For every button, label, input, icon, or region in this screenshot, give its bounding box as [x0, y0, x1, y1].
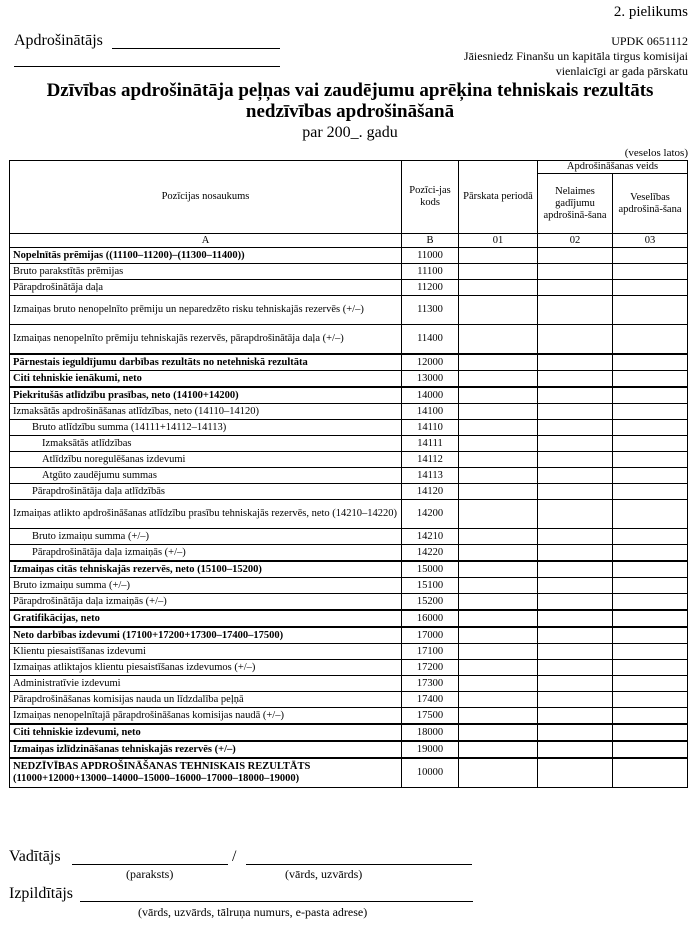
- row-label: Pārnestais ieguldījumu darbības rezultāts no netehniskā rezultāta: [13, 356, 308, 368]
- row-code: 11300: [402, 296, 459, 325]
- row-name: [10, 644, 402, 660]
- row-code: 14100: [402, 404, 459, 420]
- row-label: Atlīdzību noregulēšanas izdevumi: [42, 453, 186, 465]
- value-accident-cell[interactable]: [538, 280, 613, 296]
- value-period-cell[interactable]: [459, 594, 538, 611]
- row-label: Izmaiņas bruto nenopelnīto prēmiju un neparedzēto risku tehniskajās rezervēs (+/–): [13, 304, 364, 315]
- col-index-a: A: [10, 234, 402, 248]
- row-name: [10, 500, 402, 529]
- row-label: Pārapdrošinātāja daļa izmaiņās (+/–): [32, 546, 186, 558]
- value-accident-cell[interactable]: [538, 484, 613, 500]
- value-accident-cell[interactable]: [538, 545, 613, 562]
- table-row: [10, 561, 688, 578]
- row-label: Pārapdrošinātāja daļa izmaiņās (+/–): [13, 595, 167, 607]
- page-title: [0, 80, 700, 122]
- row-name: [10, 529, 402, 545]
- col-header-period: Pārskata periodā: [459, 161, 538, 234]
- value-accident-cell[interactable]: [538, 500, 613, 529]
- row-code: 12000: [402, 354, 459, 371]
- value-accident-cell[interactable]: [538, 758, 613, 788]
- value-accident-cell[interactable]: [538, 578, 613, 594]
- row-label: Izmaksātās apdrošināšanas atlīdzības, neto (14110–14120): [13, 405, 260, 417]
- table-row: [10, 436, 688, 452]
- value-accident-cell[interactable]: [538, 452, 613, 468]
- row-label: Izmaiņas nenopelnītajā pārapdrošināšanas komisijas naudā (+/–): [13, 709, 284, 721]
- row-code: 17000: [402, 627, 459, 644]
- value-accident-cell[interactable]: [538, 644, 613, 660]
- row-code: 14112: [402, 452, 459, 468]
- head-label: Vadītājs: [9, 848, 61, 865]
- title-line1: Dzīvības apdrošinātāja peļņas vai zaudējumu aprēķina tehniskais rezultāts: [46, 80, 654, 101]
- value-period-cell[interactable]: [459, 660, 538, 676]
- value-health-cell[interactable]: [613, 561, 688, 578]
- row-label: Izmaiņas citās tehniskajās rezervēs, neto (15100–15200): [13, 563, 262, 575]
- report-period: par 200_. gadu: [302, 124, 398, 141]
- value-health-cell[interactable]: [613, 468, 688, 484]
- row-name: [10, 676, 402, 692]
- value-health-cell[interactable]: [613, 644, 688, 660]
- value-health-cell[interactable]: [613, 325, 688, 355]
- executor-caption: (vārds, uzvārds, tālruņa numurs, e-pasta adrese): [138, 905, 368, 919]
- row-code: 14111: [402, 436, 459, 452]
- value-period-cell[interactable]: [459, 436, 538, 452]
- row-code: 13000: [402, 371, 459, 388]
- row-label: Piekritušās atlīdzību prasības, neto (14100+14200): [13, 389, 239, 401]
- row-label: NEDZĪVĪBAS APDROŠINĀŠANAS TEHNISKAIS REZULTĀTS: [13, 761, 311, 772]
- value-period-cell[interactable]: [459, 264, 538, 280]
- value-period-cell[interactable]: [459, 708, 538, 725]
- row-code: 14210: [402, 529, 459, 545]
- value-health-cell[interactable]: [613, 627, 688, 644]
- row-label: Bruto izmaiņu summa (+/–): [32, 530, 150, 542]
- value-health-cell[interactable]: [613, 296, 688, 325]
- table-row: [10, 280, 688, 296]
- table-row: [10, 708, 688, 725]
- value-accident-cell[interactable]: [538, 468, 613, 484]
- value-health-cell[interactable]: [613, 404, 688, 420]
- row-label: Pārapdrošinātāja daļa atlīdzībās: [32, 485, 165, 497]
- row-code: 11200: [402, 280, 459, 296]
- value-period-cell[interactable]: [459, 420, 538, 436]
- row-label: Nopelnītās prēmijas ((11100–11200)–(11300–11400)): [13, 249, 245, 261]
- row-name: [10, 561, 402, 578]
- value-accident-cell[interactable]: [538, 594, 613, 611]
- row-label: Izmaksātās atlīdzības: [42, 437, 132, 449]
- value-period-cell[interactable]: [459, 484, 538, 500]
- table-row: [10, 741, 688, 758]
- row-code: 15100: [402, 578, 459, 594]
- value-accident-cell[interactable]: [538, 676, 613, 692]
- col-index-02: 02: [538, 234, 613, 248]
- signature-caption: (paraksts): [126, 867, 174, 881]
- table-row: [10, 371, 688, 388]
- table-row: [10, 484, 688, 500]
- value-period-cell[interactable]: [459, 676, 538, 692]
- table-row: [10, 387, 688, 404]
- value-period-cell[interactable]: [459, 387, 538, 404]
- value-health-cell[interactable]: [613, 484, 688, 500]
- value-health-cell[interactable]: [613, 354, 688, 371]
- value-accident-cell[interactable]: [538, 325, 613, 355]
- value-health-cell[interactable]: [613, 758, 688, 788]
- table-row: [10, 529, 688, 545]
- value-period-cell[interactable]: [459, 371, 538, 388]
- row-code: 14220: [402, 545, 459, 562]
- row-label: Atgūto zaudējumu summas: [42, 469, 157, 481]
- table-row: [10, 248, 688, 264]
- value-period-cell[interactable]: [459, 296, 538, 325]
- row-code: 17200: [402, 660, 459, 676]
- row-name: [10, 420, 402, 436]
- value-period-cell[interactable]: [459, 500, 538, 529]
- title-line2: nedzīvības apdrošināšanā: [245, 101, 455, 122]
- value-period-cell[interactable]: [459, 758, 538, 788]
- value-accident-cell[interactable]: [538, 371, 613, 388]
- row-name: [10, 354, 402, 371]
- head-name-line[interactable]: [246, 864, 472, 865]
- executor-line[interactable]: [80, 901, 473, 902]
- value-accident-cell[interactable]: [538, 296, 613, 325]
- row-code: 17100: [402, 644, 459, 660]
- value-period-cell[interactable]: [459, 545, 538, 562]
- value-health-cell[interactable]: [613, 387, 688, 404]
- value-accident-cell[interactable]: [538, 724, 613, 741]
- row-name: [10, 708, 402, 725]
- row-formula: (11000+12000+13000–14000–15000–16000–17000–18000–19000): [13, 773, 300, 784]
- row-code: 11100: [402, 264, 459, 280]
- value-period-cell[interactable]: [459, 692, 538, 708]
- col-header-insurance-type: Apdrošināšanas veids: [538, 161, 688, 174]
- head-signature-line[interactable]: [72, 864, 228, 865]
- row-name: [10, 741, 402, 758]
- units-note: (veselos latos): [624, 147, 688, 159]
- value-accident-cell[interactable]: [538, 436, 613, 452]
- value-period-cell[interactable]: [459, 741, 538, 758]
- insurer-name-line[interactable]: [112, 48, 280, 49]
- value-period-cell[interactable]: [459, 627, 538, 644]
- report-table: [9, 160, 688, 788]
- value-health-cell[interactable]: [613, 545, 688, 562]
- value-health-cell[interactable]: [613, 280, 688, 296]
- table-row: [10, 452, 688, 468]
- row-name: [10, 280, 402, 296]
- value-period-cell[interactable]: [459, 529, 538, 545]
- col-header-name: Pozīcijas nosaukums: [10, 161, 402, 234]
- value-health-cell[interactable]: [613, 248, 688, 264]
- row-code: 14000: [402, 387, 459, 404]
- slash-separator: /: [232, 848, 237, 865]
- submit-note-line2: vienlaicīgi ar gada pārskatu: [555, 64, 688, 78]
- table-row: [10, 627, 688, 644]
- annex-number: 2. pielikums: [613, 4, 688, 20]
- updk-code-block: [464, 34, 688, 79]
- value-health-cell[interactable]: [613, 500, 688, 529]
- value-period-cell[interactable]: [459, 644, 538, 660]
- value-period-cell[interactable]: [459, 724, 538, 741]
- table-row: [10, 724, 688, 741]
- table-row: [10, 404, 688, 420]
- value-period-cell[interactable]: [459, 325, 538, 355]
- row-label: Gratifikācijas, neto: [13, 612, 100, 624]
- table-row: [10, 354, 688, 371]
- value-period-cell[interactable]: [459, 248, 538, 264]
- row-label: Bruto izmaiņu summa (+/–): [13, 579, 131, 591]
- table-row: [10, 660, 688, 676]
- row-name: [10, 758, 402, 788]
- row-label: Klientu piesaistīšanas izdevumi: [13, 645, 146, 657]
- insurer-name-line-2[interactable]: [14, 66, 280, 67]
- value-health-cell[interactable]: [613, 594, 688, 611]
- value-health-cell[interactable]: [613, 741, 688, 758]
- value-health-cell[interactable]: [613, 610, 688, 627]
- row-label: Izmaiņas atlikto apdrošināšanas atlīdzību prasību tehniskajās rezervēs, neto (14210–14220): [13, 508, 398, 519]
- value-accident-cell[interactable]: [538, 741, 613, 758]
- value-period-cell[interactable]: [459, 468, 538, 484]
- value-health-cell[interactable]: [613, 692, 688, 708]
- row-name: [10, 325, 402, 355]
- row-name: [10, 692, 402, 708]
- value-health-cell[interactable]: [613, 436, 688, 452]
- table-row: [10, 692, 688, 708]
- submit-note-line1: Jāiesniedz Finanšu un kapitāla tirgus komisijai: [463, 49, 688, 63]
- row-name: [10, 724, 402, 741]
- table-row: [10, 500, 688, 529]
- row-code: 14110: [402, 420, 459, 436]
- value-health-cell[interactable]: [613, 676, 688, 692]
- value-accident-cell[interactable]: [538, 692, 613, 708]
- table-row: [10, 545, 688, 562]
- row-name: [10, 371, 402, 388]
- row-label: Izmaiņas izlīdzināšanas tehniskajās rezervēs (+/–): [13, 743, 236, 755]
- value-accident-cell[interactable]: [538, 248, 613, 264]
- row-code: 18000: [402, 724, 459, 741]
- table-row: [10, 610, 688, 627]
- col-header-accident: Nelaimes gadījumu apdrošinā-šana: [538, 174, 613, 234]
- value-health-cell[interactable]: [613, 371, 688, 388]
- value-accident-cell[interactable]: [538, 387, 613, 404]
- row-code: 10000: [402, 758, 459, 788]
- row-code: 14120: [402, 484, 459, 500]
- value-period-cell[interactable]: [459, 561, 538, 578]
- value-health-cell[interactable]: [613, 452, 688, 468]
- insurer-label: Apdrošinātājs: [14, 32, 103, 49]
- value-health-cell[interactable]: [613, 529, 688, 545]
- row-label: Izmaiņas atliktajos klientu piesaistīšanas izdevumos (+/–): [13, 661, 256, 673]
- value-health-cell[interactable]: [613, 708, 688, 725]
- value-period-cell[interactable]: [459, 354, 538, 371]
- row-label: Bruto parakstītās prēmijas: [13, 265, 124, 277]
- row-name: [10, 578, 402, 594]
- row-name: [10, 264, 402, 280]
- table-row: [10, 264, 688, 280]
- row-code: 14200: [402, 500, 459, 529]
- table-row: [10, 676, 688, 692]
- name-caption: (vārds, uzvārds): [285, 867, 363, 881]
- value-accident-cell[interactable]: [538, 529, 613, 545]
- row-name: [10, 484, 402, 500]
- value-accident-cell[interactable]: [538, 660, 613, 676]
- table-row: [10, 468, 688, 484]
- row-name: [10, 452, 402, 468]
- row-code: 14113: [402, 468, 459, 484]
- row-code: 19000: [402, 741, 459, 758]
- row-label: Bruto atlīdzību summa (14111+14112–14113): [32, 421, 227, 433]
- row-code: 15200: [402, 594, 459, 611]
- value-accident-cell[interactable]: [538, 404, 613, 420]
- table-row: [10, 578, 688, 594]
- executor-label: Izpildītājs: [9, 885, 73, 902]
- col-index-01: 01: [459, 234, 538, 248]
- row-code: 17400: [402, 692, 459, 708]
- col-index-03: 03: [613, 234, 688, 248]
- table-body: [10, 248, 688, 788]
- row-name: [10, 436, 402, 452]
- value-period-cell[interactable]: [459, 452, 538, 468]
- value-period-cell[interactable]: [459, 578, 538, 594]
- value-accident-cell[interactable]: [538, 561, 613, 578]
- table-row: [10, 296, 688, 325]
- row-label: Citi tehniskie izdevumi, neto: [13, 726, 141, 738]
- row-code: 11400: [402, 325, 459, 355]
- value-accident-cell[interactable]: [538, 708, 613, 725]
- row-name: [10, 468, 402, 484]
- row-label: Pārapdrošinātāja daļa: [13, 281, 104, 293]
- value-health-cell[interactable]: [613, 578, 688, 594]
- row-label: Izmaiņas nenopelnīto prēmiju tehniskajās rezervēs, pārapdrošinātāja daļa (+/–): [13, 333, 344, 344]
- value-period-cell[interactable]: [459, 280, 538, 296]
- value-accident-cell[interactable]: [538, 627, 613, 644]
- value-accident-cell[interactable]: [538, 420, 613, 436]
- value-period-cell[interactable]: [459, 404, 538, 420]
- value-health-cell[interactable]: [613, 660, 688, 676]
- value-accident-cell[interactable]: [538, 354, 613, 371]
- row-name: [10, 387, 402, 404]
- value-health-cell[interactable]: [613, 264, 688, 280]
- row-name: [10, 404, 402, 420]
- row-label: Pārapdrošināšanas komisijas nauda un līdzdalība peļņā: [13, 693, 244, 705]
- row-name: [10, 248, 402, 264]
- col-index-b: B: [402, 234, 459, 248]
- row-label: Administratīvie izdevumi: [13, 677, 121, 689]
- row-name: [10, 594, 402, 611]
- row-name: [10, 610, 402, 627]
- row-code: 16000: [402, 610, 459, 627]
- col-header-health: Veselības apdrošinā-šana: [613, 174, 688, 234]
- updk-code: UPDK 0651112: [611, 34, 688, 48]
- table-row: [10, 594, 688, 611]
- value-period-cell[interactable]: [459, 610, 538, 627]
- row-label: Neto darbības izdevumi (17100+17200+17300–17400–17500): [13, 629, 284, 641]
- row-label: Citi tehniskie ienākumi, neto: [13, 372, 142, 384]
- row-code: 17300: [402, 676, 459, 692]
- row-name: [10, 296, 402, 325]
- row-code: 11000: [402, 248, 459, 264]
- value-health-cell[interactable]: [613, 724, 688, 741]
- row-code: 15000: [402, 561, 459, 578]
- row-name: [10, 627, 402, 644]
- table-row: [10, 420, 688, 436]
- row-name: [10, 660, 402, 676]
- value-accident-cell[interactable]: [538, 610, 613, 627]
- value-health-cell[interactable]: [613, 420, 688, 436]
- value-accident-cell[interactable]: [538, 264, 613, 280]
- row-code: 17500: [402, 708, 459, 725]
- table-row: [10, 644, 688, 660]
- table-row: [10, 325, 688, 355]
- table-row: [10, 758, 688, 788]
- col-header-code: Pozīci-jas kods: [402, 161, 459, 234]
- row-name: [10, 545, 402, 562]
